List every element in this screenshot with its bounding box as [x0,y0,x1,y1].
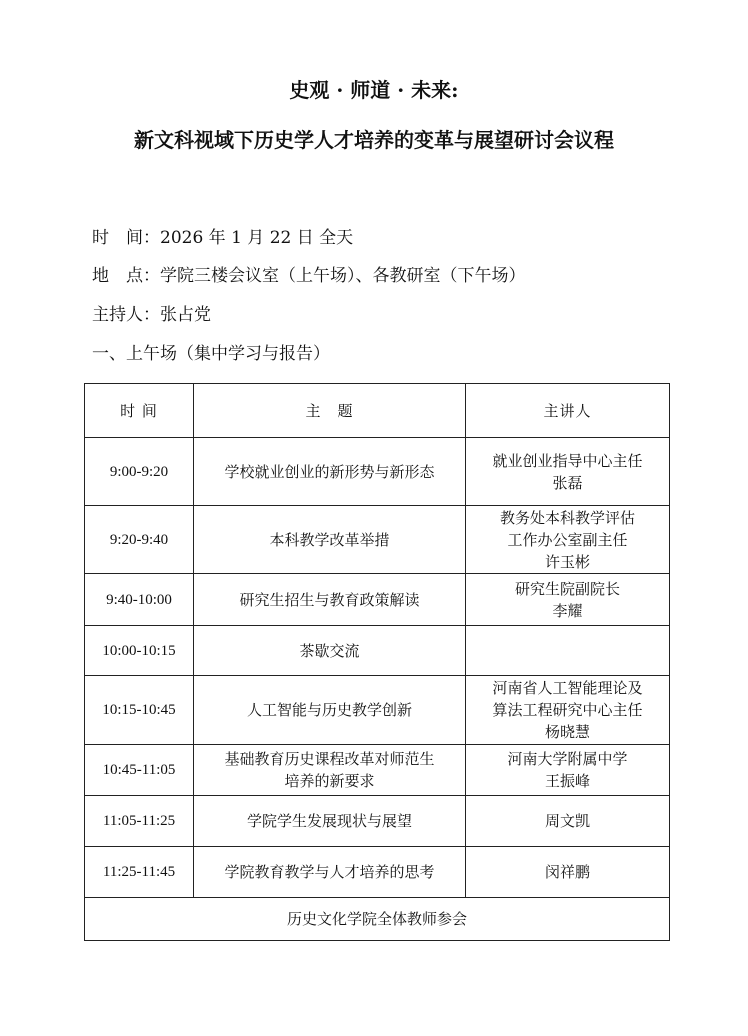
agenda-body [85,438,670,898]
row-time: 10:45-11:05 [85,745,194,796]
table-row [85,506,670,574]
row-topic-line: 本科教学改革举措 [269,530,390,549]
title-line-2: 新文科视域下历史学人才培养的变革与展望研讨会议程 [134,128,614,152]
row-topic [194,438,466,506]
row-topic-line: 人工智能与历史教学创新 [246,701,412,719]
header-speaker: 主讲人 [466,384,670,438]
row-speaker-line: 就业创业指导中心主任 [492,451,643,470]
row-speaker-line: 工作办公室副主任 [507,530,628,549]
row-topic [194,676,466,745]
row-speaker [466,438,670,506]
row-time: 9:40-10:00 [85,574,194,626]
table-row [85,847,670,898]
row-topic-line: 茶歇交流 [299,641,360,660]
row-speaker-line: 周文凯 [544,812,590,830]
row-time: 9:20-9:40 [85,506,194,574]
header-topic: 主 题 [194,384,466,438]
table-header-row [85,384,670,438]
title-line-1: 史观 · 师道 · 未来: [289,78,459,102]
row-topic [194,796,466,847]
meeting-time: 时 间：2026 年 1 月 22 日 全天 [92,228,354,248]
row-speaker [466,796,670,847]
row-topic-line: 学院学生发展现状与展望 [246,812,412,830]
table-row [85,438,670,506]
row-topic [194,574,466,626]
row-topic [194,847,466,898]
row-speaker-line: 算法工程研究中心主任 [492,701,643,719]
row-speaker-line: 杨晓慧 [544,723,590,741]
row-time: 10:00-10:15 [85,626,194,676]
row-topic-line: 学校就业创业的新形势与新形态 [224,462,435,481]
row-speaker [466,745,670,796]
row-topic [194,626,466,676]
row-speaker-line: 教务处本科教学评估 [499,508,635,527]
row-time: 11:25-11:45 [85,847,194,898]
table-row [85,574,670,626]
row-speaker [466,847,670,898]
row-time: 11:05-11:25 [85,796,194,847]
row-topic-line: 研究生招生与教育政策解读 [239,590,420,609]
header-time: 时 间 [85,384,194,438]
table-row [85,626,670,676]
row-speaker-line: 研究生院副院长 [514,579,620,598]
table-row [85,745,670,796]
row-speaker-line: 许玉彬 [544,552,590,571]
table-row [85,796,670,847]
row-speaker [466,574,670,626]
row-speaker-line: 闵祥鹏 [544,863,590,881]
row-speaker-line: 河南省人工智能理论及 [492,679,643,697]
row-speaker [466,506,670,574]
row-speaker-line: 张磊 [552,473,583,492]
row-topic [194,506,466,574]
agenda-table [84,383,670,941]
row-topic-line: 基础教育历史课程改革对师范生 [224,750,435,768]
row-topic-line: 学院教育教学与人才培养的思考 [224,863,435,881]
row-time: 10:15-10:45 [85,676,194,745]
section-title: 一、上午场（集中学习与报告） [92,344,330,364]
row-speaker [466,626,670,676]
row-time: 9:00-9:20 [85,438,194,506]
row-speaker-line: 李耀 [552,601,583,620]
meeting-place: 地 点：学院三楼会议室（上午场）、各教研室（下午场） [92,266,526,286]
table-footer-row [85,898,670,941]
row-topic [194,745,466,796]
row-speaker [466,676,670,745]
row-topic-line: 培养的新要求 [284,772,375,790]
table-row [85,676,670,745]
footer-note: 历史文化学院全体教师参会 [85,898,670,941]
row-speaker-line: 河南大学附属中学 [507,750,628,768]
row-speaker-line: 王振峰 [544,772,590,790]
meeting-host: 主持人：张占党 [92,305,211,325]
